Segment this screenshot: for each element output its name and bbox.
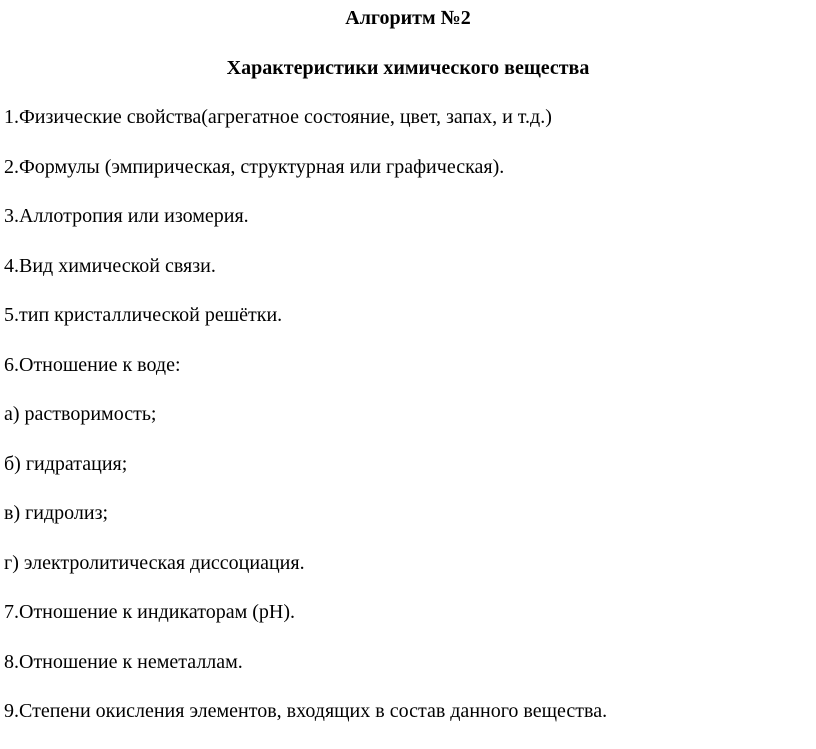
list-item: г) электролитическая диссоциация. <box>4 551 305 574</box>
characteristics-list <box>4 105 607 749</box>
page-title: Алгоритм №2 <box>345 7 471 29</box>
list-item: 1.Физические свойства(агрегатное состояние, цвет, запах, и т.д.) <box>4 106 552 128</box>
list-item: 3.Аллотропия или изомерия. <box>4 205 249 227</box>
list-item: 5.тип кристаллической решётки. <box>4 304 283 326</box>
list-item: 2.Формулы (эмпирическая, структурная или графическая). <box>4 155 505 178</box>
list-item: 8.Отношение к неметаллам. <box>4 650 243 673</box>
list-item: а) растворимость; <box>4 403 157 425</box>
list-item: 4.Вид химической связи. <box>4 254 216 277</box>
page-subtitle: Характеристики химического вещества <box>226 57 590 79</box>
list-item: 6.Отношение к воде: <box>4 353 181 376</box>
list-item: 7.Отношение к индикаторам (pH). <box>4 601 295 623</box>
list-item: 9.Степени окисления элементов, входящих в состав данного вещества. <box>4 700 608 722</box>
list-item: в) гидролиз; <box>4 502 109 524</box>
list-item: б) гидратация; <box>4 452 128 475</box>
